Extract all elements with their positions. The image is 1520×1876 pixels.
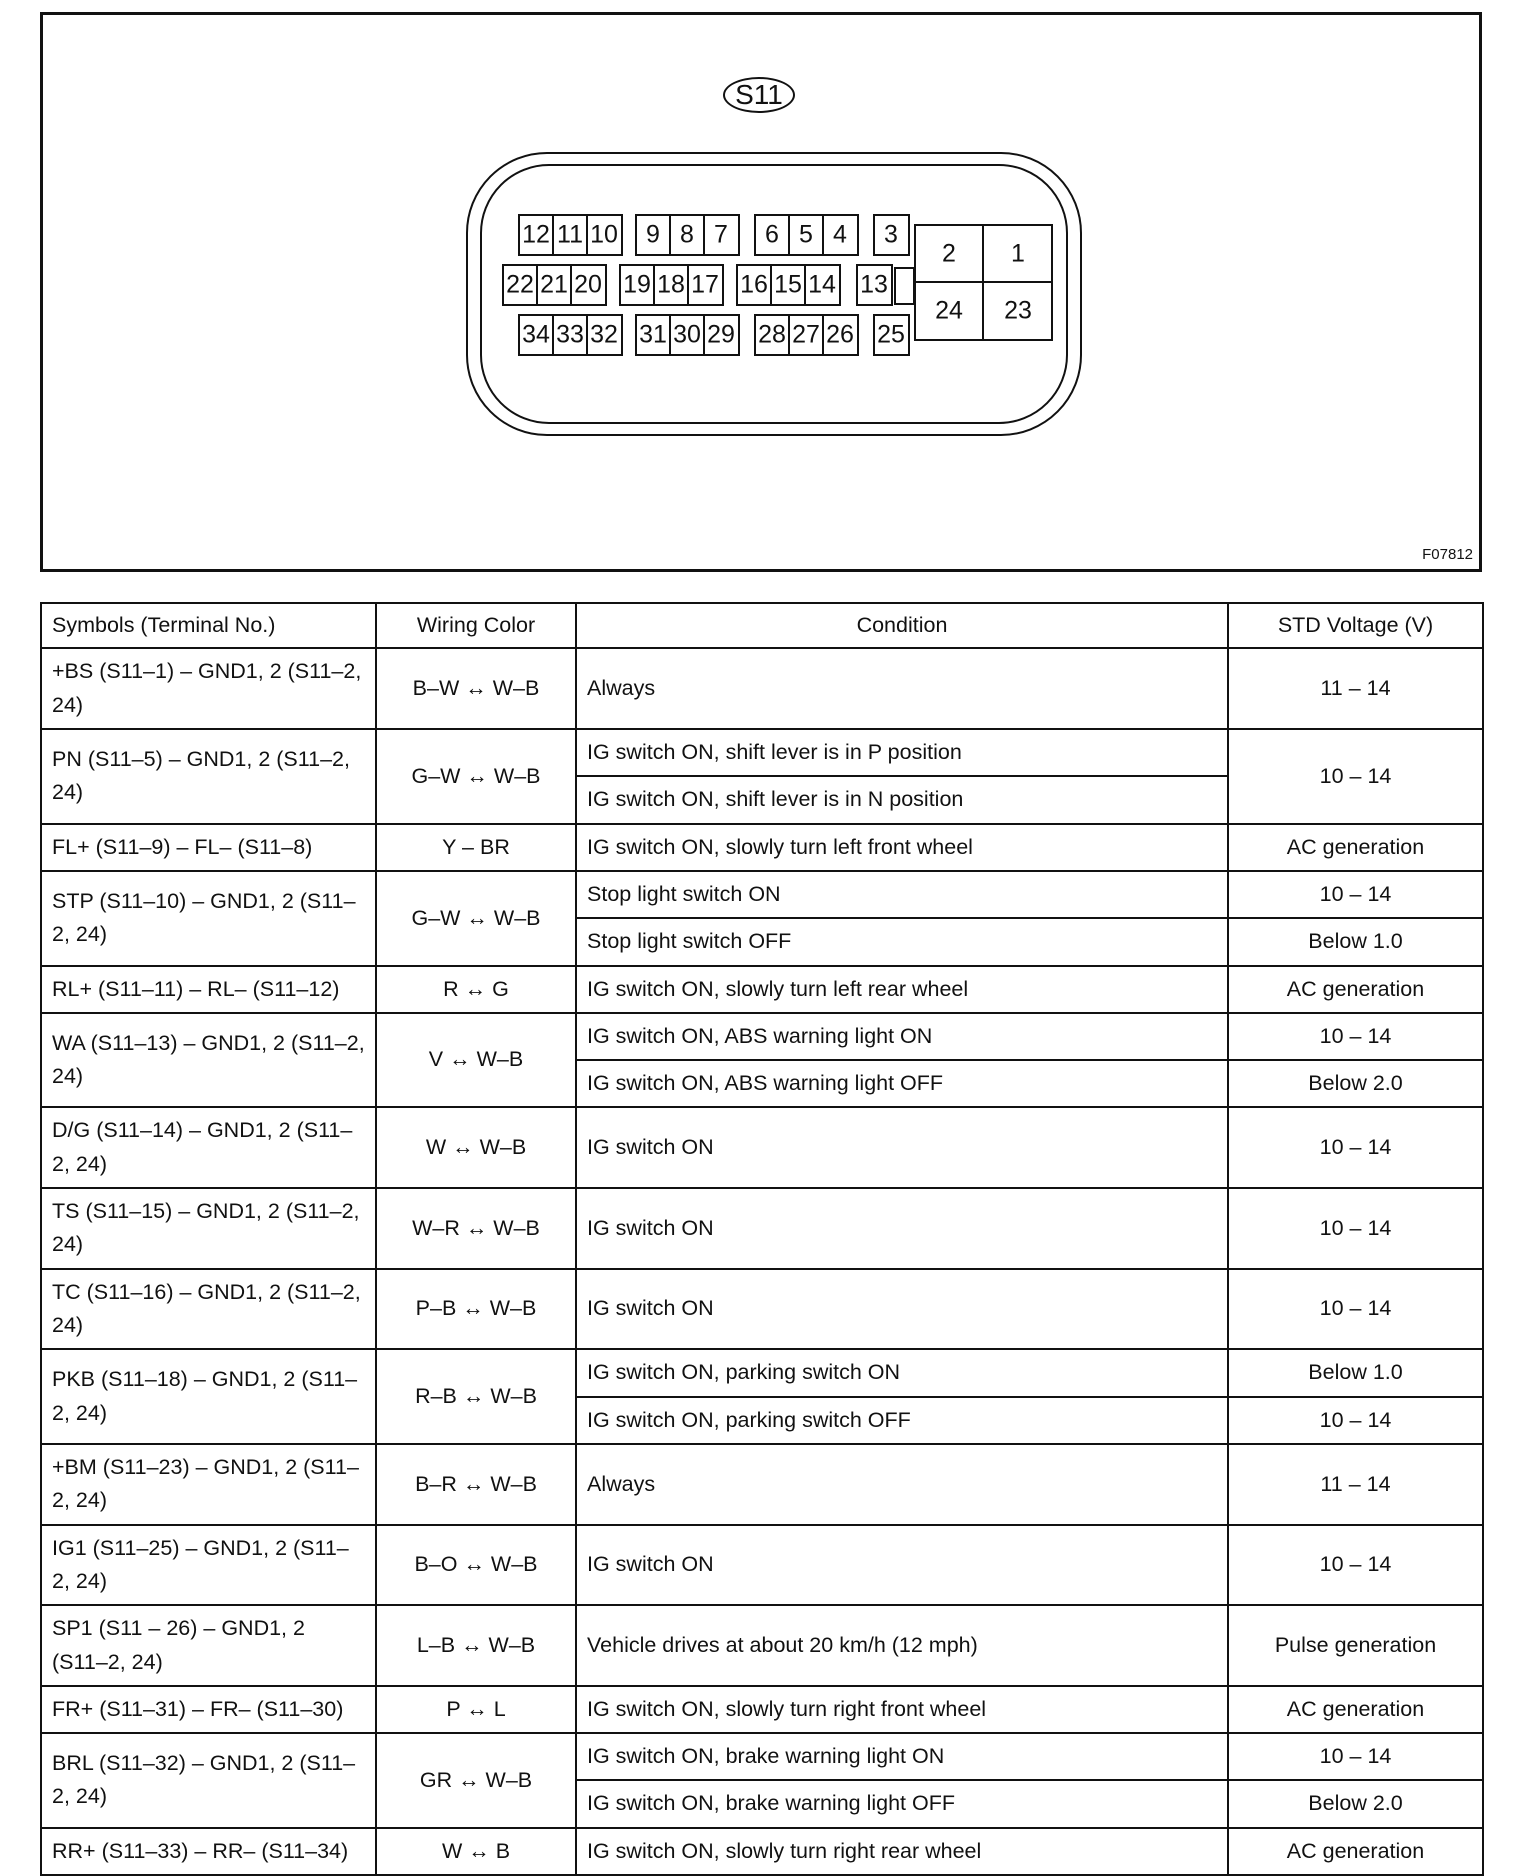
pin-17: 17 [691, 270, 719, 299]
pin-23: 23 [1004, 296, 1032, 325]
symbol-cell: FL+ (S11–9) – FL– (S11–8) [41, 824, 376, 871]
std-voltage-cell: 10 – 14 [1228, 1188, 1483, 1269]
condition-cell: IG switch ON [576, 1269, 1228, 1350]
symbol-cell: +BM (S11–23) – GND1, 2 (S11–2, 24) [41, 1444, 376, 1525]
std-voltage-cell: Pulse generation [1228, 1605, 1483, 1686]
std-voltage-cell: 10 – 14 [1228, 1107, 1483, 1188]
table-row [41, 1013, 1483, 1060]
condition-cell: IG switch ON, parking switch OFF [576, 1397, 1228, 1444]
condition-cell: IG switch ON [576, 1525, 1228, 1606]
pin-6: 6 [765, 220, 779, 249]
pin-5: 5 [799, 220, 813, 249]
std-voltage-cell: Below 1.0 [1228, 918, 1483, 965]
table-row [41, 729, 1483, 776]
std-voltage-cell: AC generation [1228, 1828, 1483, 1875]
header-condition: Condition [576, 603, 1228, 648]
pin-19: 19 [623, 270, 651, 299]
std-voltage-cell: 10 – 14 [1228, 1525, 1483, 1606]
symbol-cell: BRL (S11–32) – GND1, 2 (S11–2, 24) [41, 1733, 376, 1828]
condition-cell: IG switch ON, slowly turn right rear wheel [576, 1828, 1228, 1875]
std-voltage-cell: Below 2.0 [1228, 1060, 1483, 1107]
std-voltage-cell: Below 1.0 [1228, 1349, 1483, 1396]
std-voltage-cell: 10 – 14 [1228, 1733, 1483, 1780]
std-voltage-cell: AC generation [1228, 966, 1483, 1013]
condition-cell: IG switch ON, brake warning light ON [576, 1733, 1228, 1780]
pin-22: 22 [506, 270, 534, 299]
symbol-cell: SP1 (S11 – 26) – GND1, 2 (S11–2, 24) [41, 1605, 376, 1686]
condition-cell: IG switch ON, shift lever is in P position [576, 729, 1228, 776]
condition-cell: Always [576, 1444, 1228, 1525]
symbol-cell: RR+ (S11–33) – RR– (S11–34) [41, 1828, 376, 1875]
symbol-cell: WA (S11–13) – GND1, 2 (S11–2, 24) [41, 1013, 376, 1108]
header-wiring-color: Wiring Color [376, 603, 576, 648]
table-header-row [41, 603, 1483, 648]
table-row [41, 1444, 1483, 1525]
pin-7: 7 [714, 220, 728, 249]
table-row [41, 824, 1483, 871]
pin-29: 29 [707, 320, 735, 349]
std-voltage-cell: 11 – 14 [1228, 648, 1483, 729]
pin-34: 34 [522, 320, 550, 349]
key-slot [895, 268, 914, 304]
condition-cell: IG switch ON, ABS warning light OFF [576, 1060, 1228, 1107]
pin-12: 12 [522, 220, 550, 249]
condition-cell: IG switch ON, slowly turn left front wheel [576, 824, 1228, 871]
connector-diagram [40, 12, 1482, 572]
symbol-cell: PKB (S11–18) – GND1, 2 (S11–2, 24) [41, 1349, 376, 1444]
std-voltage-cell: AC generation [1228, 824, 1483, 871]
table-row [41, 1525, 1483, 1606]
pin-4: 4 [833, 220, 847, 249]
condition-cell: IG switch ON, brake warning light OFF [576, 1780, 1228, 1827]
wiring-color-cell: W ↔ B [376, 1828, 576, 1875]
table-body [41, 648, 1483, 1875]
symbol-cell: +BS (S11–1) – GND1, 2 (S11–2, 24) [41, 648, 376, 729]
header-std-voltage: STD Voltage (V) [1228, 603, 1483, 648]
pin-28: 28 [758, 320, 786, 349]
wiring-color-cell: R–B ↔ W–B [376, 1349, 576, 1444]
pin-20: 20 [574, 270, 602, 299]
wiring-color-cell: P–B ↔ W–B [376, 1269, 576, 1350]
wiring-color-cell: G–W ↔ W–B [376, 729, 576, 824]
pin-9: 9 [646, 220, 660, 249]
symbol-cell: FR+ (S11–31) – FR– (S11–30) [41, 1686, 376, 1733]
condition-cell: Vehicle drives at about 20 km/h (12 mph) [576, 1605, 1228, 1686]
symbol-cell: STP (S11–10) – GND1, 2 (S11–2, 24) [41, 871, 376, 966]
pin-21: 21 [540, 270, 568, 299]
condition-cell: Always [576, 648, 1228, 729]
condition-cell: IG switch ON, shift lever is in N position [576, 776, 1228, 823]
pin-1: 1 [1011, 239, 1025, 268]
header-symbols: Symbols (Terminal No.) [41, 603, 376, 648]
pin-30: 30 [673, 320, 701, 349]
wiring-color-cell: P ↔ L [376, 1686, 576, 1733]
symbol-cell: D/G (S11–14) – GND1, 2 (S11–2, 24) [41, 1107, 376, 1188]
condition-cell: IG switch ON, ABS warning light ON [576, 1013, 1228, 1060]
wiring-color-cell: R ↔ G [376, 966, 576, 1013]
table-row [41, 1349, 1483, 1396]
pin-25: 25 [877, 320, 905, 349]
terminal-voltage-table [40, 602, 1484, 1876]
pin-15: 15 [774, 270, 802, 299]
table-row [41, 1686, 1483, 1733]
std-voltage-cell: 10 – 14 [1228, 871, 1483, 918]
pin-24: 24 [935, 296, 963, 325]
wiring-color-cell: L–B ↔ W–B [376, 1605, 576, 1686]
pin-26: 26 [826, 320, 854, 349]
wiring-color-cell: W–R ↔ W–B [376, 1188, 576, 1269]
wiring-color-cell: B–O ↔ W–B [376, 1525, 576, 1606]
symbol-cell: RL+ (S11–11) – RL– (S11–12) [41, 966, 376, 1013]
pin-18: 18 [657, 270, 685, 299]
pin-14: 14 [808, 270, 836, 299]
symbol-cell: TS (S11–15) – GND1, 2 (S11–2, 24) [41, 1188, 376, 1269]
wiring-color-cell: GR ↔ W–B [376, 1733, 576, 1828]
symbol-cell: TC (S11–16) – GND1, 2 (S11–2, 24) [41, 1269, 376, 1350]
std-voltage-cell: 10 – 14 [1228, 1013, 1483, 1060]
pin-27: 27 [792, 320, 820, 349]
pin-31: 31 [639, 320, 667, 349]
symbol-cell: PN (S11–5) – GND1, 2 (S11–2, 24) [41, 729, 376, 824]
std-voltage-cell: 11 – 14 [1228, 1444, 1483, 1525]
pin-11: 11 [557, 220, 583, 249]
table-row [41, 871, 1483, 918]
pin-8: 8 [680, 220, 694, 249]
table-row [41, 966, 1483, 1013]
condition-cell: Stop light switch OFF [576, 918, 1228, 965]
condition-cell: IG switch ON [576, 1188, 1228, 1269]
table-row [41, 1733, 1483, 1780]
table-row [41, 1188, 1483, 1269]
pin-2: 2 [942, 239, 956, 268]
wiring-color-cell: Y – BR [376, 824, 576, 871]
pin-10: 10 [590, 220, 618, 249]
std-voltage-cell: 10 – 14 [1228, 729, 1483, 824]
condition-cell: IG switch ON, slowly turn left rear wheel [576, 966, 1228, 1013]
wiring-color-cell: G–W ↔ W–B [376, 871, 576, 966]
table-row [41, 1107, 1483, 1188]
table-row [41, 1828, 1483, 1875]
std-voltage-cell: 10 – 14 [1228, 1397, 1483, 1444]
table-row [41, 1605, 1483, 1686]
table-row [41, 648, 1483, 729]
wiring-color-cell: V ↔ W–B [376, 1013, 576, 1108]
connector-label: S11 [723, 77, 795, 113]
table-row [41, 1269, 1483, 1350]
std-voltage-cell: Below 2.0 [1228, 1780, 1483, 1827]
wiring-color-cell: B–R ↔ W–B [376, 1444, 576, 1525]
std-voltage-cell: 10 – 14 [1228, 1269, 1483, 1350]
condition-cell: IG switch ON [576, 1107, 1228, 1188]
figure-id: F07812 [1422, 546, 1473, 563]
condition-cell: IG switch ON, parking switch ON [576, 1349, 1228, 1396]
std-voltage-cell: AC generation [1228, 1686, 1483, 1733]
symbol-cell: IG1 (S11–25) – GND1, 2 (S11–2, 24) [41, 1525, 376, 1606]
pin-16: 16 [740, 270, 768, 299]
pin-32: 32 [590, 320, 618, 349]
wiring-color-cell: B–W ↔ W–B [376, 648, 576, 729]
pin-13: 13 [860, 270, 888, 299]
wiring-color-cell: W ↔ W–B [376, 1107, 576, 1188]
condition-cell: Stop light switch ON [576, 871, 1228, 918]
pin-33: 33 [556, 320, 584, 349]
pin-3: 3 [884, 220, 898, 249]
condition-cell: IG switch ON, slowly turn right front wheel [576, 1686, 1228, 1733]
